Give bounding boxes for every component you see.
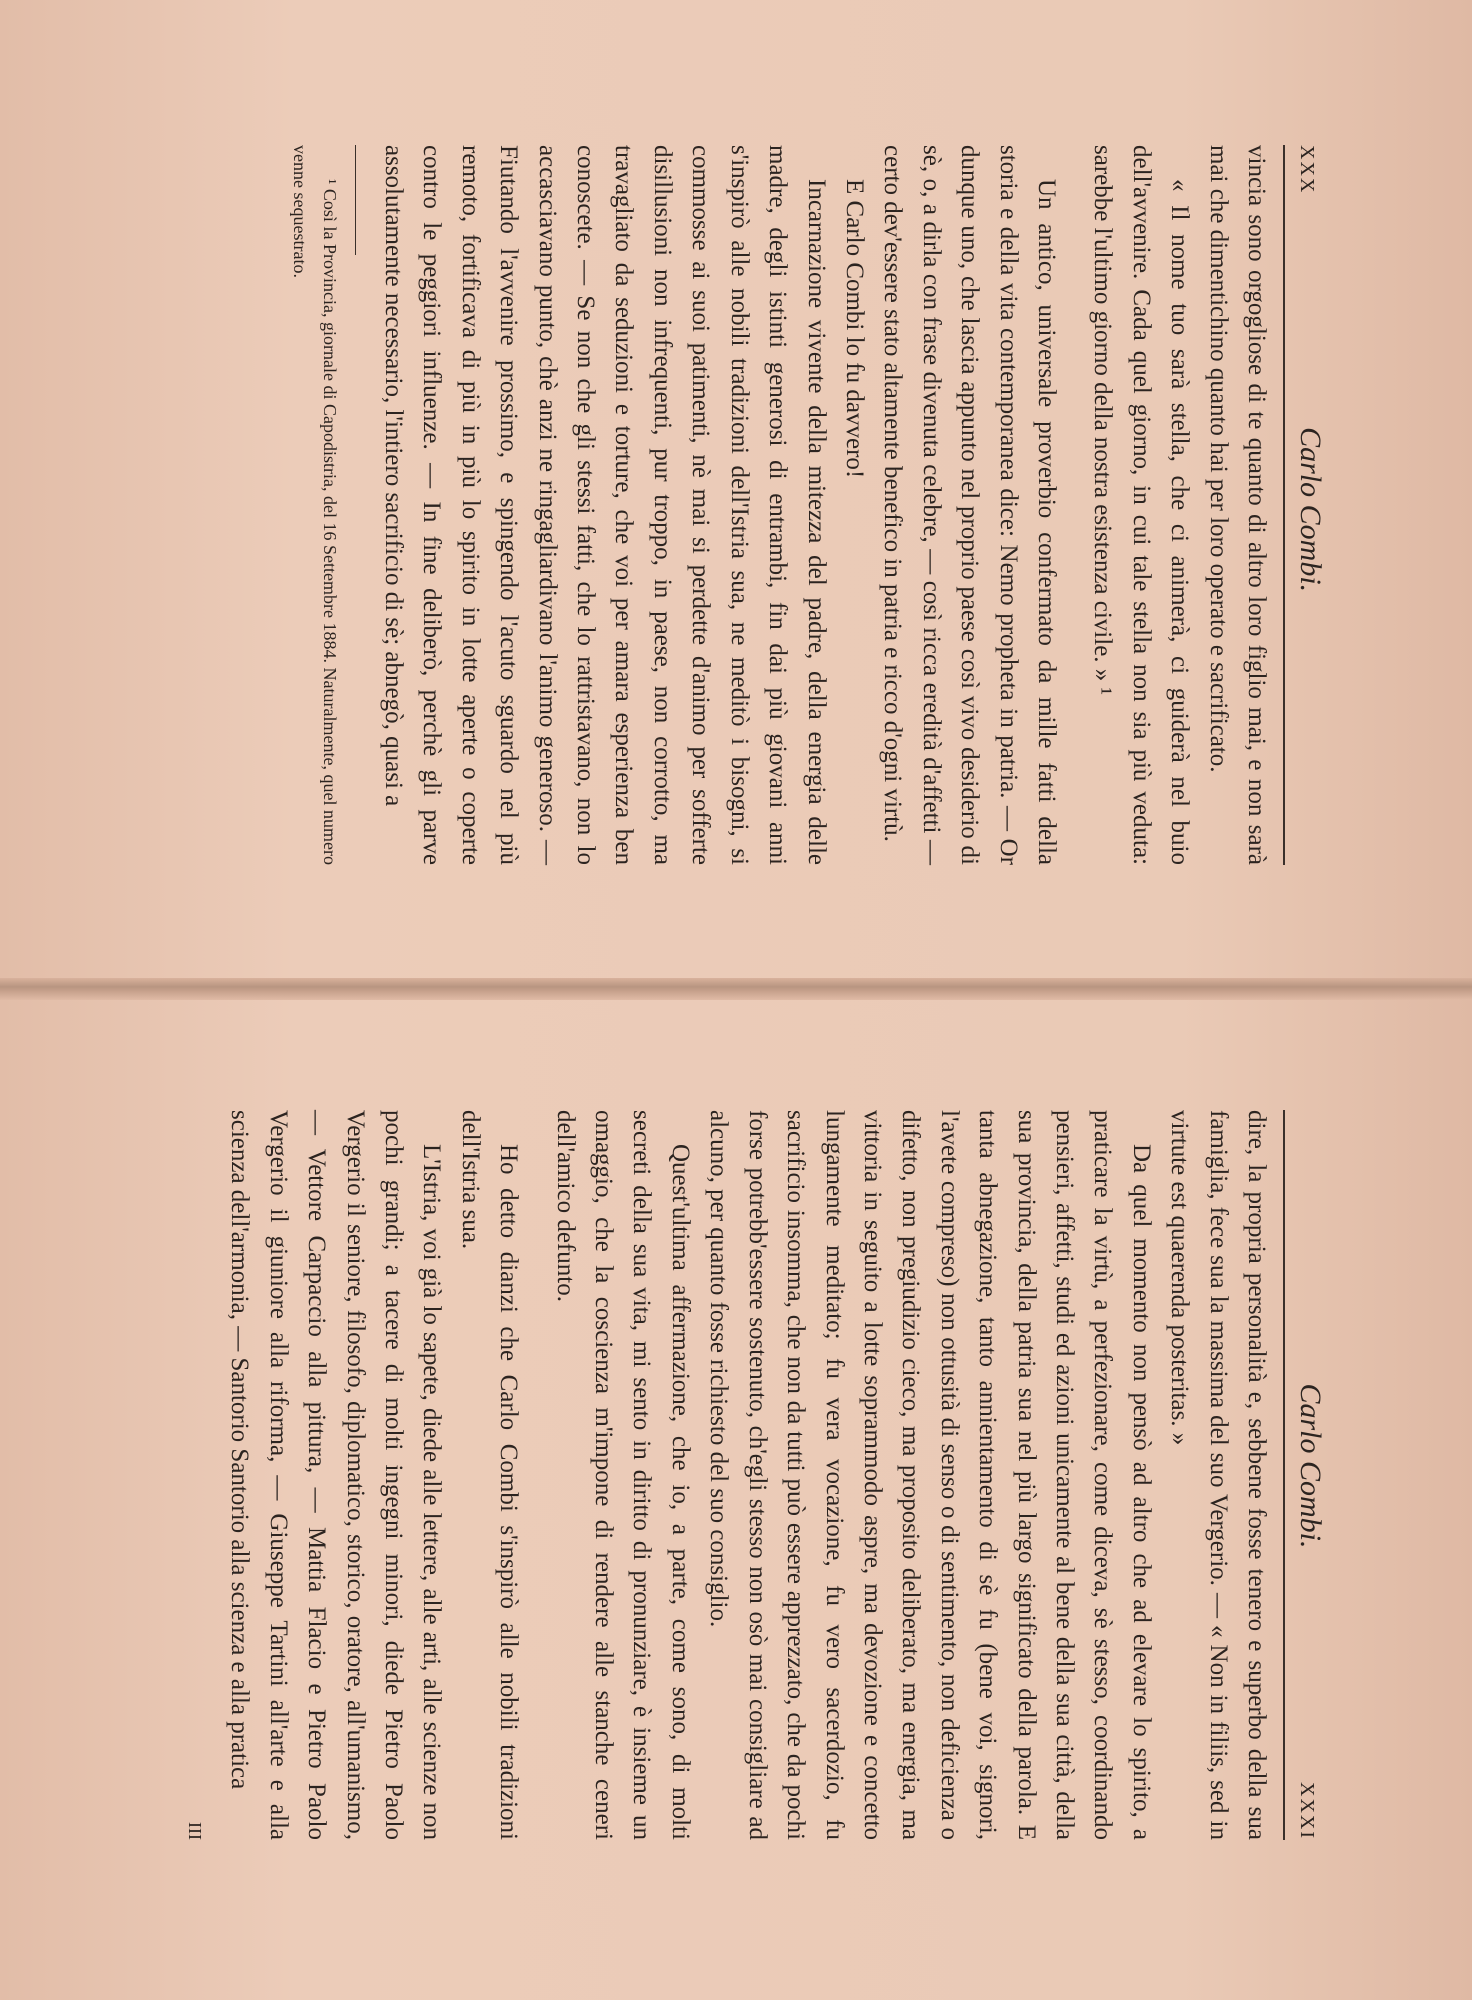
left-page-text-block — [285, 145, 1330, 865]
paragraph: vincia sono orgogliose di te quanto di altro loro figlio mai, e non sarà mai che dimentichino quanto hai per loro operato e sacrificato. — [1204, 145, 1270, 865]
right-page-header — [1283, 1110, 1330, 1840]
page-number: XXXI — [1296, 1782, 1318, 1840]
left-page — [0, 0, 1472, 985]
paragraph: E Carlo Combi lo fu davvero! — [840, 179, 868, 479]
paragraph: Incarnazione vivente della mitezza del padre, della energia delle madre, degli istinti generosi di entrambi, fin dai più giovani anni s'inspirò alle nobili tradizioni dell'Istria sua, ne meditò i bisogni, si commosse ai suoi patimenti, nè mai si perdette d'animo per sofferte disillusioni non infrequenti, pur troppo, in paese, non corrotto, ma travagliato da seduzioni e torture, che voi per amara esperienza ben conoscete. — Se non che gli stessi fatti, che lo rattristavano, non lo accasciavano punto, chè anzi ne ringagliardivano l'animo generoso. — Fiutando l'avvenire prossimo, e spingendo l'acuto sguardo nel più remoto, fortificava di più in più lo spirito in lotte aperte o coperte contro le peggiori influenze. — In fine deliberò, perchè gli parve assolutamente necessario, l'intiero sacrificio di sè; abnegò, quasi a — [380, 145, 830, 865]
footnote-separator — [355, 145, 356, 255]
footnote: ¹ Così la Provincia, giornale di Capodistria, del 16 Settembre 1884. Naturalmente, quel numero venne sequestrato. — [289, 145, 340, 865]
paragraph: « Il nome tuo sarà stella, che ci animerà, ci guiderà nel buio dell'avvenire. Cada quel giorno, in cui tale stella non sia più veduta: sarebbe l'ultimo giorno della nostra esistenza civile. » ¹ — [1089, 145, 1194, 865]
paragraph: Da quel momento non pensò ad altro che ad elevare lo spirito, a praticare la virtù, a perfezionare, come diceva, sè stesso, coordinando pensieri, affetti, studi ed azioni unicamente al bene della sua città, della sua provincia, della patria sua nel più largo significato della parola. E tanta abnegazione, tanto annientamento di sè fu (bene voi, signori, l'avete compreso) non ottusità di senso o di sentimento, non deficienza o difetto, non pregiudizio cieco, ma proposito deliberato, ma energia, ma vittoria in seguito a lotte soprammodo aspre, ma devozione e concetto lungamente meditato; fu vera vocazione, fu vero sacerdozio, fu sacrificio insomma, che non da tutti può essere apprezzato, che da pochi forse potrebb'essere sostenuto, ch'egli stesso non osò mai consigliare ad alcuno, per quanto fosse richiesto del suo consiglio. — [705, 1110, 1155, 1840]
running-title: Carlo Combi. — [1294, 427, 1327, 593]
paragraph: Un antico, universale proverbio confermato da mille fatti della storia e della vita contemporanea dice: Nemo propheta in patria. — Or dunque uno, che lascia appunto nel proprio paese così vivo desiderio di sè, o, a dirla con frase divenuta celebre, — così ricca eredità d'affetti — certo dev'essere stato altamente benefico in patria e ricco d'ogni virtù. — [879, 145, 1060, 865]
paragraph: dire, la propria personalità e, sebbene fosse tenero e superbo della sua famiglia, fece sua la massima del suo Vergerio. — « Non in filiis, sed in virtute est quaerenda posteritas. » — [1166, 1110, 1270, 1840]
book-gutter — [0, 978, 1472, 1000]
running-title: Carlo Combi. — [1294, 1383, 1327, 1549]
signature-mark: III — [185, 1822, 206, 1840]
page-number: XXX — [1296, 145, 1318, 195]
right-page-text-block — [176, 1110, 1330, 1840]
paragraph: Ho detto dianzi che Carlo Combi s'inspirò alle nobili tradizioni dell'Istria sua. — [456, 1110, 523, 1840]
right-page — [0, 1000, 1472, 1985]
left-page-header — [1283, 145, 1330, 865]
paragraph: L'Istria, voi già lo sapete, diede alle lettere, alle arti, alle scienze non pochi grandi; a tacere di molti ingegni minori, diede Pietro Paolo Vergerio il seniore, filosofo, diplomatico, storico, oratore, all'umanismo, — Vettore Carpaccio alla pittura, — Mattia Flacio e Pietro Paolo Vergerio il giuniore alla riforma, — Giuseppe Tartini all'arte e alla scienza dell'armonia, — Santorio Santorio alla scienza e alla pratica — [226, 1110, 446, 1840]
paragraph: Quest'ultima affermazione, che io, a parte, come sono, di molti secreti della sua vita, mi sento in diritto di pronunziare, è insieme un omaggio, che la coscienza m'impone di rendere alle stanche ceneri dell'amico defunto. — [551, 1110, 694, 1840]
